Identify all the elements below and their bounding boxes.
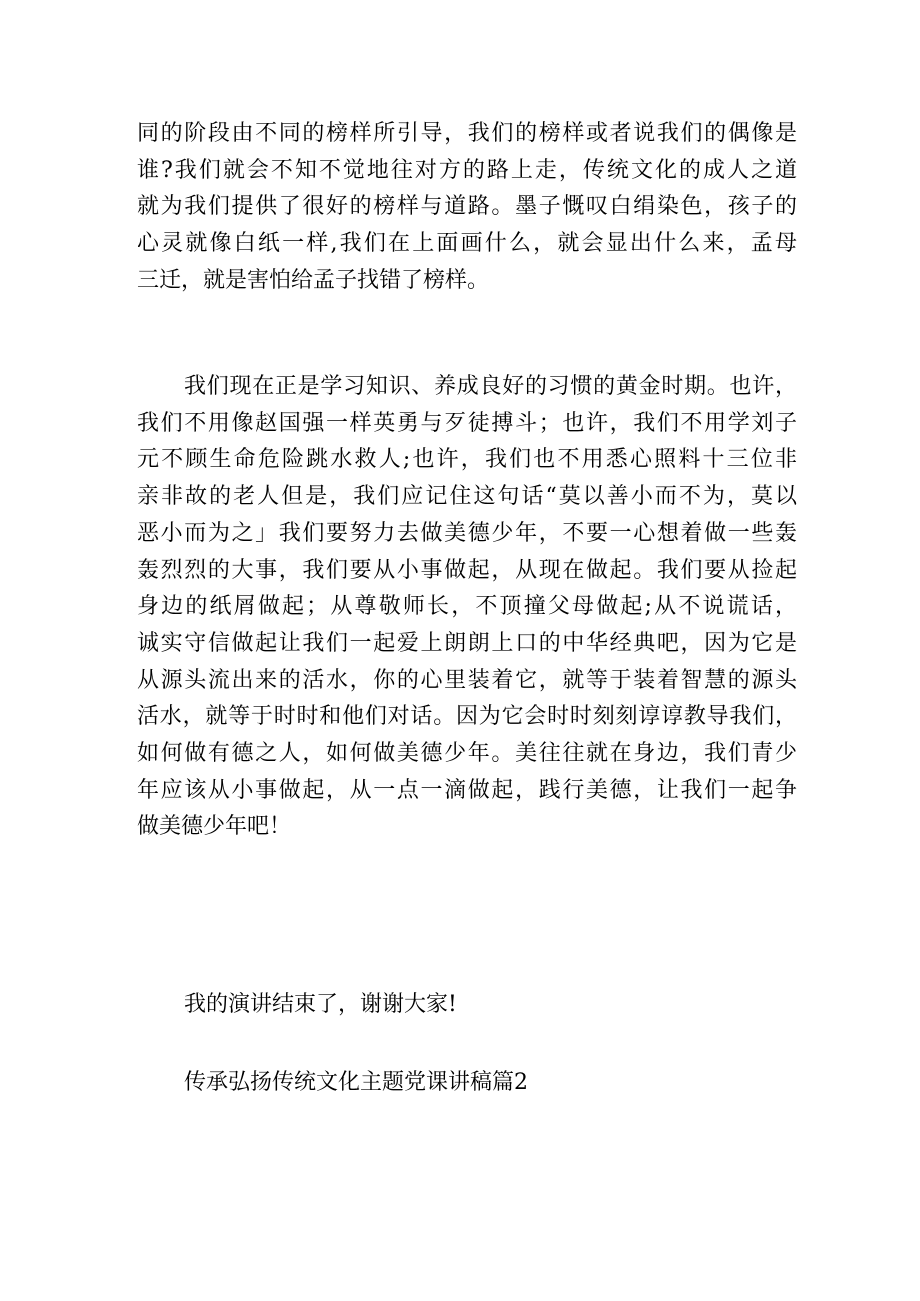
text-line: 我的演讲结束了，谢谢大家! xyxy=(184,992,457,1017)
paragraph-1 xyxy=(137,116,797,300)
text-line: 诚实守信做起让我们一起爱上朗朗上口的中华经典吧，因为它是 xyxy=(137,630,797,656)
text-line: 三迁，就是害怕给孟子找错了榜样。 xyxy=(137,267,490,293)
text-line: 谁?我们就会不知不觉地往对方的路上走，传统文化的成人之道 xyxy=(137,157,797,183)
text-line: 活水，就等于时时和他们对话。因为它会时时刻刻谆谆教导我们， xyxy=(137,704,797,730)
text-line: 从源头流出来的活水，你的心里装着它，就等于装着智慧的源头 xyxy=(137,667,797,693)
text-line: 元不顾生命危险跳水救人;也许，我们也不用悉心照料十三位非 xyxy=(137,447,797,473)
text-line: 亲非故的老人但是，我们应记住这句话“莫以善小而不为，莫以 xyxy=(137,484,797,510)
closing-remark xyxy=(137,987,797,1024)
text-line: 传承弘扬传统文化主题党课讲稿篇2 xyxy=(184,1070,528,1095)
text-line: 恶小而为之」我们要努力去做美德少年，不要一心想着做一些轰 xyxy=(137,520,797,546)
text-line: 我们不用像赵国强一样英勇与歹徒搏斗；也许，我们不用学刘子 xyxy=(137,410,797,436)
text-line: 做美德少年吧！ xyxy=(137,814,292,840)
text-line: 同的阶段由不同的榜样所引导，我们的榜样或者说我们的偶像是 xyxy=(137,121,797,146)
text-line: 身边的纸屑做起；从尊敬师长，不顶撞父母做起;从不说谎话， xyxy=(137,594,797,620)
text-line: 我们现在正是学习知识、养成良好的习惯的黄金时期。也许， xyxy=(184,374,797,399)
text-line: 就为我们提供了很好的榜样与道路。墨子慨叹白绢染色，孩子的 xyxy=(137,194,797,220)
paragraph-2 xyxy=(137,369,797,846)
text-line: 轰烈烈的大事，我们要从小事做起，从现在做起。我们要从捡起 xyxy=(137,557,797,583)
text-line: 年应该从小事做起，从一点一滴做起，践行美德，让我们一起争 xyxy=(137,777,797,803)
section-heading xyxy=(137,1065,797,1102)
text-line: 如何做有德之人，如何做美德少年。美往往就在身边，我们青少 xyxy=(137,741,797,767)
text-line: 心灵就像白纸一样,我们在上面画什么，就会显出什么来，孟母 xyxy=(137,231,797,257)
